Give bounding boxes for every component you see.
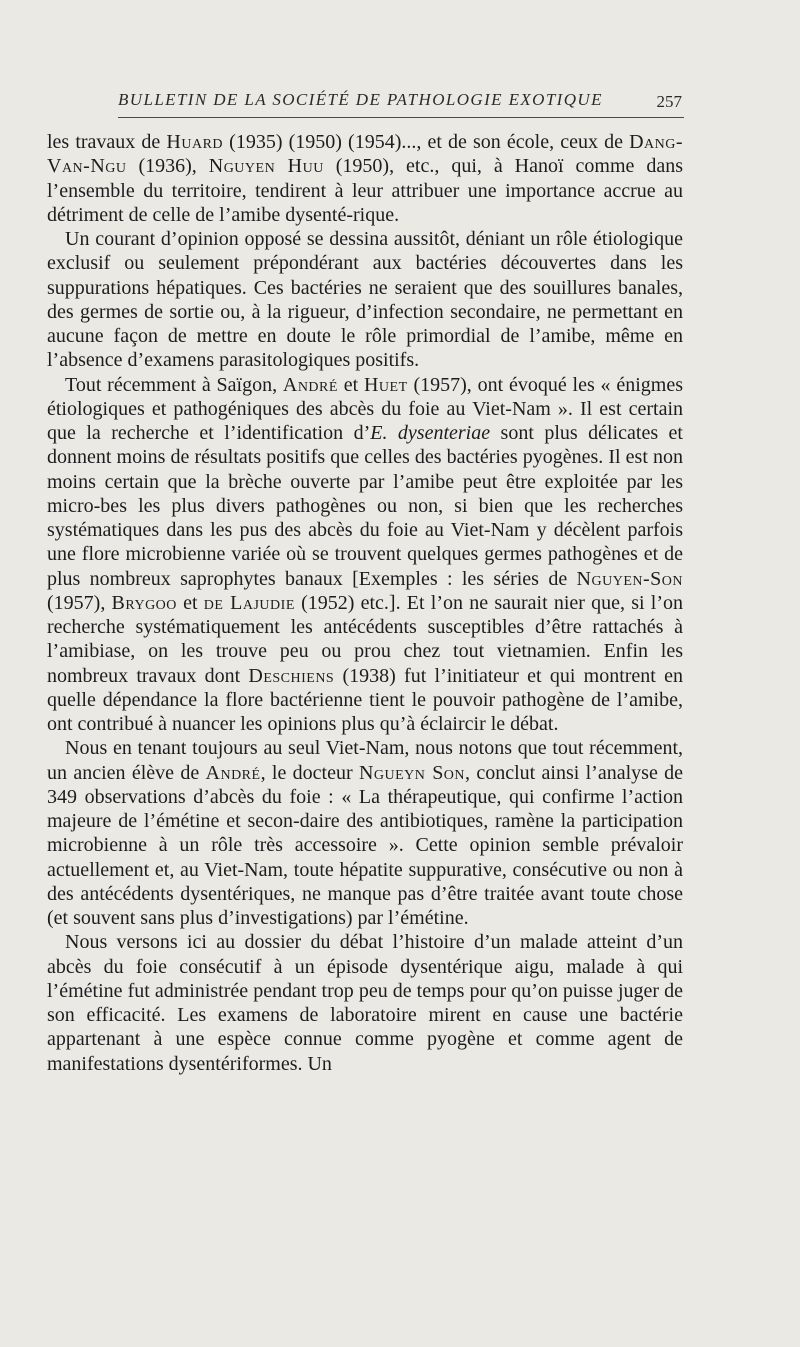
- text-run: et: [176, 591, 204, 614]
- text-run: (1936),: [126, 155, 209, 178]
- paragraph: [47, 373, 683, 737]
- text-run: (1950), etc., qui, à Hanoï comme dans l’ensemble du territoire, tendirent à leur attribuer une importance accrue au détriment de celle de l’amibe dysenté-rique.: [47, 155, 683, 226]
- running-header: [118, 90, 684, 114]
- author-name: Nguyen-Son: [576, 567, 683, 590]
- text-run: sont plus délicates et donnent moins de résultats positifs que celles des bactéries pyogènes. Il est non moins certain que la brèche ouverte par l’amibe peut être exploitée par les micro-bes les plus divers pathogènes ou non, si bien que les recherches systématiques dans les pus des abcès du foie au Viet-Nam y décèlent parfois une flore microbienne variée où se trouvent quelques germes pathogènes et de plus nombreux saprophytes banaux [Exemples : les séries de: [47, 422, 683, 590]
- text-run: les travaux de: [47, 131, 167, 153]
- text-run: , le docteur: [260, 761, 359, 784]
- running-title: BULLETIN DE LA SOCIÉTÉ DE PATHOLOGIE EXOTIQUE: [118, 90, 603, 109]
- paragraph: [47, 736, 683, 930]
- paragraph: [47, 130, 683, 227]
- body-text: [47, 130, 683, 1076]
- text-run: (1935) (1950) (1954)..., et de son école, ceux de: [223, 131, 630, 153]
- author-name: André: [205, 761, 261, 784]
- text-run: (1952) etc.]. Et l’on ne saurait nier que, si l’on recherche systématiquement les antécédents susceptibles d’être rattachés à l’amibiase, on les trouve peu ou prou chez tout vietnamien. Enfin les nombreux travaux dont: [47, 591, 684, 687]
- author-name: André: [282, 373, 338, 396]
- author-name: Nguyen Huu: [208, 155, 324, 178]
- page-number: 257: [656, 92, 682, 111]
- text-run: (1957),: [47, 591, 112, 614]
- text-run: et: [337, 373, 364, 396]
- text-run: (1938) fut l’initiateur et qui montrent en quelle dépendance la flore bactérienne tient le pouvoir pathogène de l’amibe, ont contribué à nuancer les opinions plus qu’à éclaircir le débat.: [47, 664, 683, 735]
- text-run: Tout récemment à Saïgon,: [65, 373, 283, 396]
- text-run: Un courant d’opinion opposé se dessina aussitôt, déniant un rôle étiologique exclusif ou seulement prépondérant aux bactéries découvertes dans les suppurations hépatiques. Ces bactéries ne seraient que des souillures banales, des germes de sortie ou, à la rigueur, d’infection secondaire, ne permettant en aucune façon de mettre en doute le rôle primordial de l’amibe, même en l’absence d’examens parasitologiques positifs.: [47, 228, 683, 372]
- text-run: (1957), ont évoqué les « énigmes étiologiques et pathogéniques des abcès du foie au Viet-Nam ». Il est certain que la recherche et l’identification d’: [47, 373, 683, 444]
- text-run: , conclut ainsi l’analyse de 349 observations d’abcès du foie : « La thérapeutique, qui confirme l’action majeure de l’émétine et secon-daire des antibiotiques, ramène la participation microbienne à un rôle très accessoire ». Cette opinion semble prévaloir actuellement et, au Viet-Nam, toute hépatite suppurative, consécutive ou non à des antécédents dysentériques, ne manque pas d’être traitée avant toute chose (et souvent sans plus d’investigations) par l’émétine.: [47, 761, 684, 929]
- author-name: Brygoo: [111, 591, 177, 614]
- paragraph: [47, 930, 683, 1076]
- author-name: Ngueyn Son: [358, 761, 466, 784]
- text-run: Nous en tenant toujours au seul Viet-Nam, nous notons que tout récemment, un ancien élève de: [47, 737, 683, 784]
- header-rule: [118, 117, 684, 118]
- author-name: Huard: [166, 131, 224, 153]
- author-name: de Lajudie: [203, 591, 295, 614]
- author-name: Dang-Van-Ngu: [47, 131, 683, 178]
- text-run: Nous versons ici au dossier du débat l’histoire d’un malade atteint d’un abcès du foie consécutif à un épisode dysentérique aigu, malade à qui l’émétine fut administrée pendant trop peu de temps pour qu’on puisse juger de son efficacité. Les examens de laboratoire mirent en cause une bactérie appartenant à une espèce connue comme pyogène et comme agent de manifestations dysentériformes. Un: [47, 931, 683, 1075]
- species-name: E. dysenteriae: [370, 422, 491, 444]
- author-name: Huet: [363, 373, 408, 396]
- author-name: Deschiens: [248, 664, 335, 687]
- paragraph: [47, 227, 683, 373]
